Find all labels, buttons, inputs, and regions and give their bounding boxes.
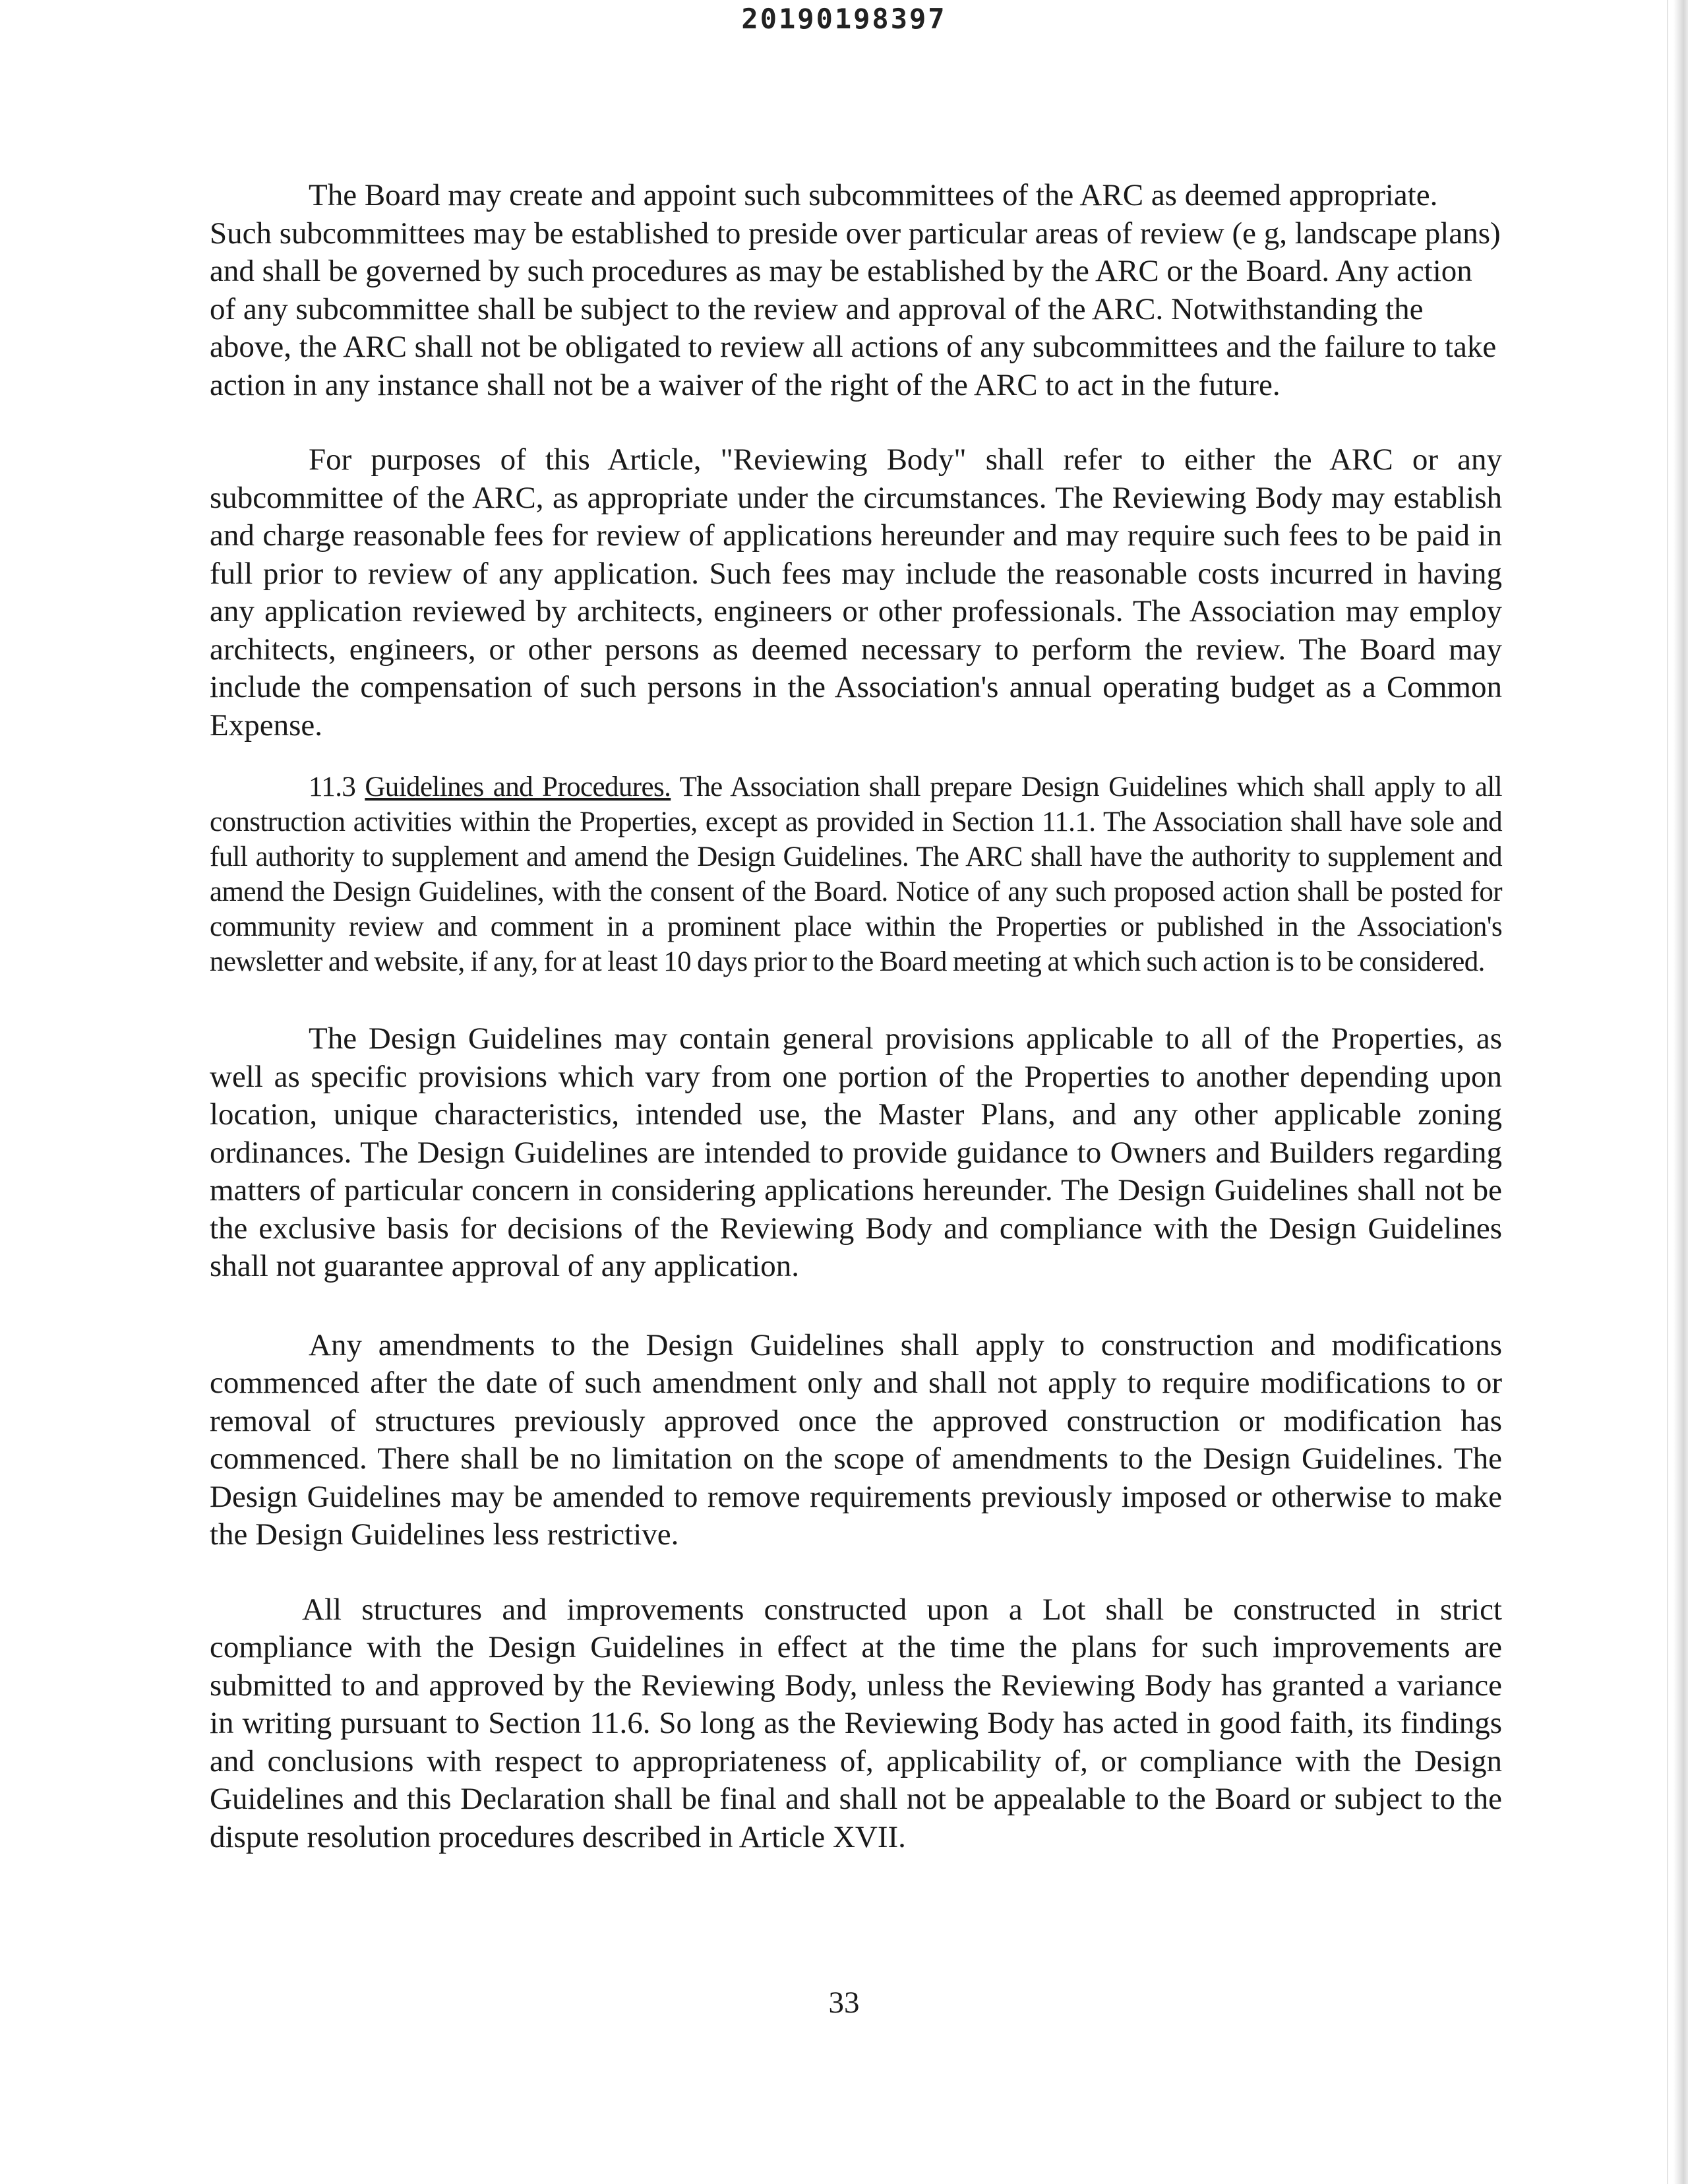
section-body: The Association shall prepare Design Guidelines which shall apply to all construction activities within the Properties, except as provided in Section 11.1. The Association shall have sole and full authority to supplement and amend the Design Guidelines. The ARC shall have the authority to supplement and amend the Design Guidelines, with the consent of the Board. Notice of any such proposed action shall be posted for community review and comment in a prominent place within the Properties or published in the Association's newsletter and website, if any, for at least 10 days prior to the Board meeting at which such action is to be considered. xyxy=(210,772,1503,977)
paragraph-reviewing-body: For purposes of this Article, "Reviewing Body" shall refer to either the ARC or any subcommittee of the ARC, as appropriate under the circumstances. The Reviewing Body may establish and charge reasonable fees for review of applications hereunder and may require such fees to be paid in full prior to review of any application. Such fees may include the reasonable costs incurred in having any application reviewed by architects, engineers or other professionals. The Association may employ architects, engineers, or other persons as deemed necessary to perform the review. The Board may include the compensation of such persons in the Association's annual operating budget as a Common Expense. xyxy=(210,442,1502,743)
paragraph-compliance: All structures and improvements constructed upon a Lot shall be constructed in strict compliance with the Design Guidelines in effect at the time the plans for such improvements are submitted to and approved by the Reviewing Body, unless the Reviewing Body has granted a variance in writing pursuant to Section 11.6. So long as the Reviewing Body has acted in good faith, its findings and conclusions with respect to appropriateness of, applicability of, or compliance with the Design Guidelines and this Declaration shall be final and shall not be appealable to the Board or subject to the dispute resolution procedures described in Article XVII. xyxy=(210,1592,1502,1854)
paragraph-amendments: Any amendments to the Design Guidelines shall apply to construction and modifications commenced after the date of such amendment only and shall not apply to require modifications to or removal of structures previously approved once the approved construction or modification has commenced. There shall be no limitation on the scope of amendments to the Design Guidelines. The Design Guidelines may be amended to remove requirements previously imposed or otherwise to make the Design Guidelines less restrictive. xyxy=(210,1327,1502,1552)
page-number: 33 xyxy=(828,1986,860,2020)
paragraph-design-guidelines-provisions: The Design Guidelines may contain general provisions applicable to all of the Properties, as well as specific provisions which vary from one portion of the Properties to another depending upon location, unique characteristics, intended use, the Master Plans, and any other applicable zoning ordinances. The Design Guidelines are intended to provide guidance to Owners and Builders regarding matters of particular concern in considering applications hereunder. The Design Guidelines shall not be the exclusive basis for decisions of the Reviewing Body and compliance with the Design Guidelines shall not guarantee approval of any application. xyxy=(210,1021,1502,1283)
section-number: 11.3 xyxy=(309,772,356,803)
scan-edge xyxy=(1673,0,1688,2184)
document-number: 20190198397 xyxy=(741,3,947,35)
page-body xyxy=(210,177,1502,1856)
paragraph-subcommittees: The Board may create and appoint such subcommittees of the ARC as deemed appropriate. Such subcommittees may be established to preside over particular areas of review (e g, landscape plans) and shall be governed by such procedures as may be established by the ARC or the Board. Any action of any subcommittee shall be subject to the review and approval of the ARC. Notwithstanding the above, the ARC shall not be obligated to review all actions of any subcommittees and the failure to take action in any instance shall not be a waiver of the right of the ARC to act in the future. xyxy=(210,178,1501,402)
section-heading: Guidelines and Procedures. xyxy=(365,772,671,803)
paragraph-section-11-3 xyxy=(210,770,1502,979)
scan-edge-line xyxy=(1667,0,1668,2184)
